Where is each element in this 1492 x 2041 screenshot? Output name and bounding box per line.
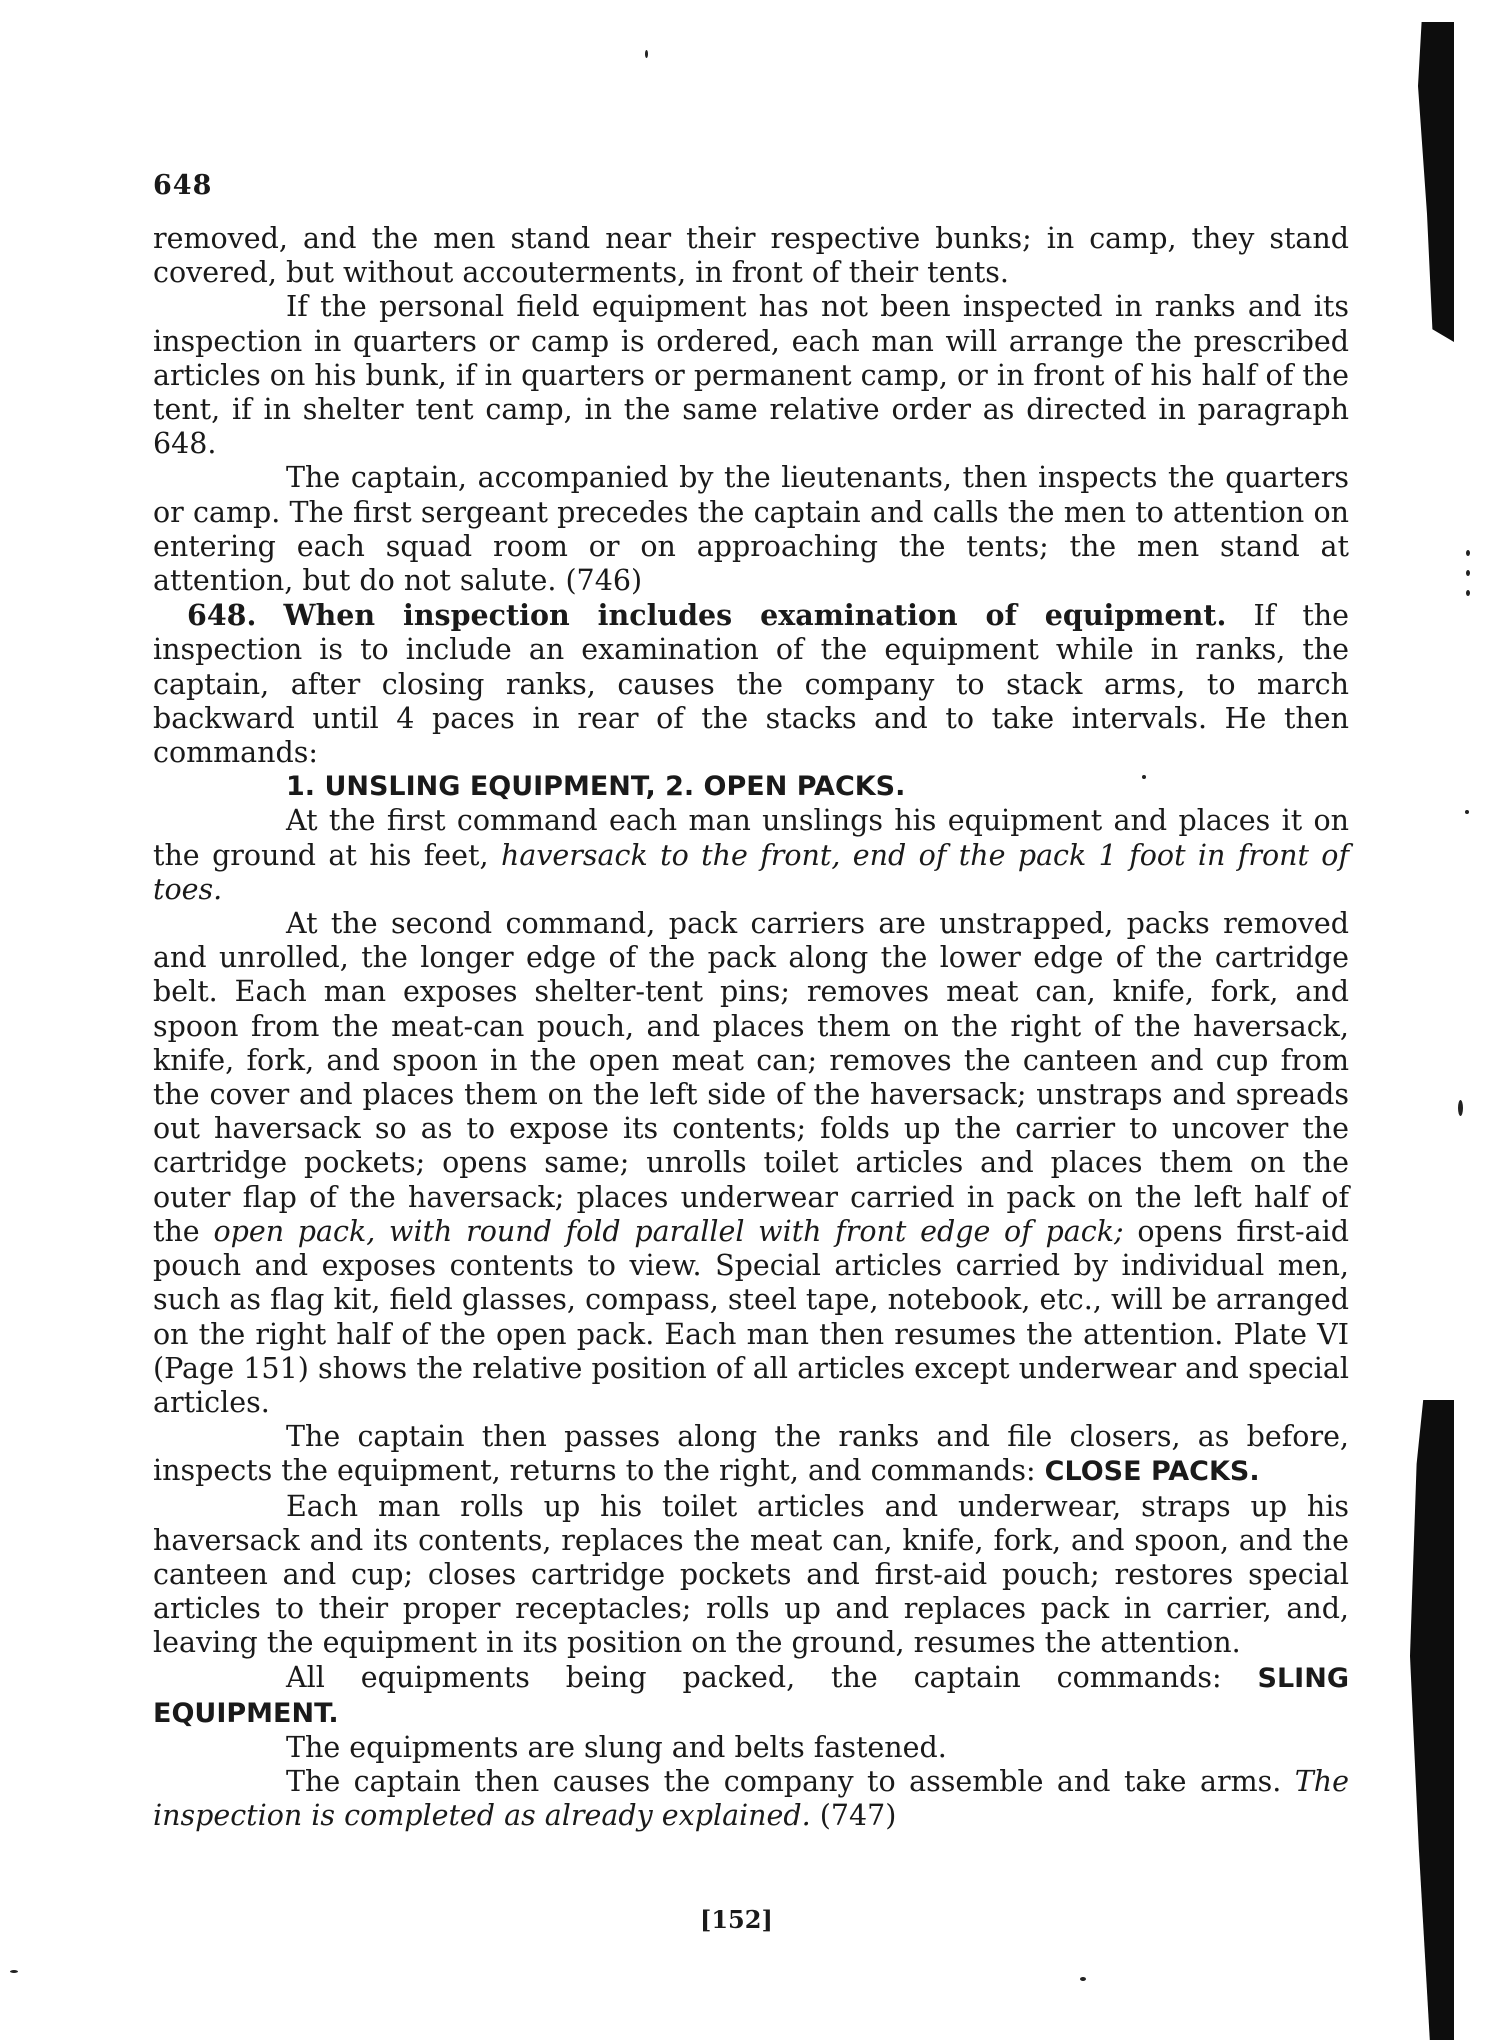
scan-edge-top xyxy=(1418,22,1454,342)
paragraph xyxy=(153,1765,1349,1833)
scan-edge-bottom xyxy=(1410,1400,1454,2040)
command-text: CLOSE PACKS. xyxy=(1044,1456,1260,1488)
scan-speck xyxy=(10,1970,18,1973)
paragraph-number: 648. xyxy=(187,598,257,633)
scan-speck xyxy=(1458,1100,1463,1116)
paragraph-italic-text: haversack to the front, end of the pack 1 foot in front of toes. xyxy=(153,838,1350,906)
scan-speck xyxy=(1080,1977,1086,1981)
paragraph-italic-text: open pack, with round fold parallel with front edge of pack; xyxy=(213,1214,1124,1248)
paragraph xyxy=(153,1420,1349,1489)
paragraph-text: If the inspection is to include an examination of the equipment while in ranks, the captain, after closing ranks, causes the company to stack arms, to march backward until 4 paces in rear of the stacks and to take intervals. He then commands: xyxy=(153,599,1350,770)
scan-speck xyxy=(1142,775,1146,779)
paragraph: removed, and the men stand near their respective bunks; in camp, they stand covered, but without accouterments, in front of their tents. xyxy=(153,222,1349,290)
paragraph: The equipments are slung and belts fastened. xyxy=(286,1730,947,1764)
paragraph: Each man rolls up his toilet articles and underwear, straps up his haversack and its contents, replaces the meat can, knife, fork, and spoon, and the canteen and cup; closes cartridge pockets and first-aid pouch; restores special articles to their proper receptacles; rolls up and replaces pack in carrier, and, leaving the equipment in its position on the ground, resumes the attention. xyxy=(153,1489,1349,1660)
scan-speck xyxy=(645,50,648,58)
paragraph: The captain, accompanied by the lieutenants, then inspects the quarters or camp. The first sergeant precedes the captain and calls the men to attention on entering each squad room or on approaching the tents; the men stand at attention, but do not salute. (746) xyxy=(153,461,1349,598)
paragraph-text: The captain then passes along the ranks and file closers, as before, inspects the equipment, returns to the right, and commands: xyxy=(153,1420,1349,1488)
paragraph-text: The captain then causes the company to assemble and take arms. xyxy=(286,1765,1282,1799)
paragraph-text: At the first command each man unslings his equipment and places it on the ground at his feet, xyxy=(153,804,1349,872)
paragraph-text: At the second command, pack carriers are unstrapped, packs removed and unrolled, the longer edge of the pack along the lower edge of the cartridge belt. Each man exposes shelter-tent pins; removes meat can, knife, fork, and spoon from the meat-can pouch, and places them on the right of the haversack, knife, fork, and spoon in the open meat can; removes the canteen and cup from the cover and places them on the left side of the haversack; unstraps and spreads out haversack so as to expose its contents; folds up the carrier to uncover the cartridge pockets; opens same; unrolls toilet articles and places them on the outer flap of the haversack; places underwear carried in pack on the left half of the xyxy=(153,907,1349,1248)
scan-speck xyxy=(1466,550,1470,556)
paragraph xyxy=(153,804,1349,907)
scan-speck xyxy=(1465,810,1469,814)
paragraph-italic-text: The inspection is completed as already explained. xyxy=(153,1765,1349,1833)
command-text: SLING EQUIPMENT. xyxy=(153,1662,1349,1729)
paragraph-text: opens first-aid pouch and exposes contents to view. Special articles carried by individual men, such as flag kit, field glasses, compass, steel tape, notebook, etc., will be arranged on the right half of the open pack. Each man then resumes the attention. Plate VI (Page 151) shows the relative position of all articles except underwear and special articles. xyxy=(153,1214,1350,1419)
scan-speck xyxy=(1466,570,1470,576)
paragraph xyxy=(153,1661,1349,1731)
running-head: 648 xyxy=(153,170,213,201)
paragraph-heading: When inspection includes examination of equipment. xyxy=(283,598,1227,633)
scan-speck xyxy=(1466,590,1470,596)
paragraph-text: All equipments being packed, the captain commands: xyxy=(286,1660,1222,1694)
paragraph-text: (747) xyxy=(819,1799,897,1833)
command-line: 1. UNSLING EQUIPMENT, 2. OPEN PACKS. xyxy=(286,771,906,803)
paragraph xyxy=(153,907,1349,1420)
page-folio: [152] xyxy=(700,1905,773,1934)
paragraph: If the personal field equipment has not been inspected in ranks and its inspection in quarters or camp is ordered, each man will arrange the prescribed articles on his bunk, if in quarters or permanent camp, or in front of his half of the tent, if in shelter tent camp, in the same relative order as directed in paragraph 648. xyxy=(153,290,1349,461)
numbered-paragraph xyxy=(153,598,1349,770)
page-body xyxy=(153,222,1349,1834)
